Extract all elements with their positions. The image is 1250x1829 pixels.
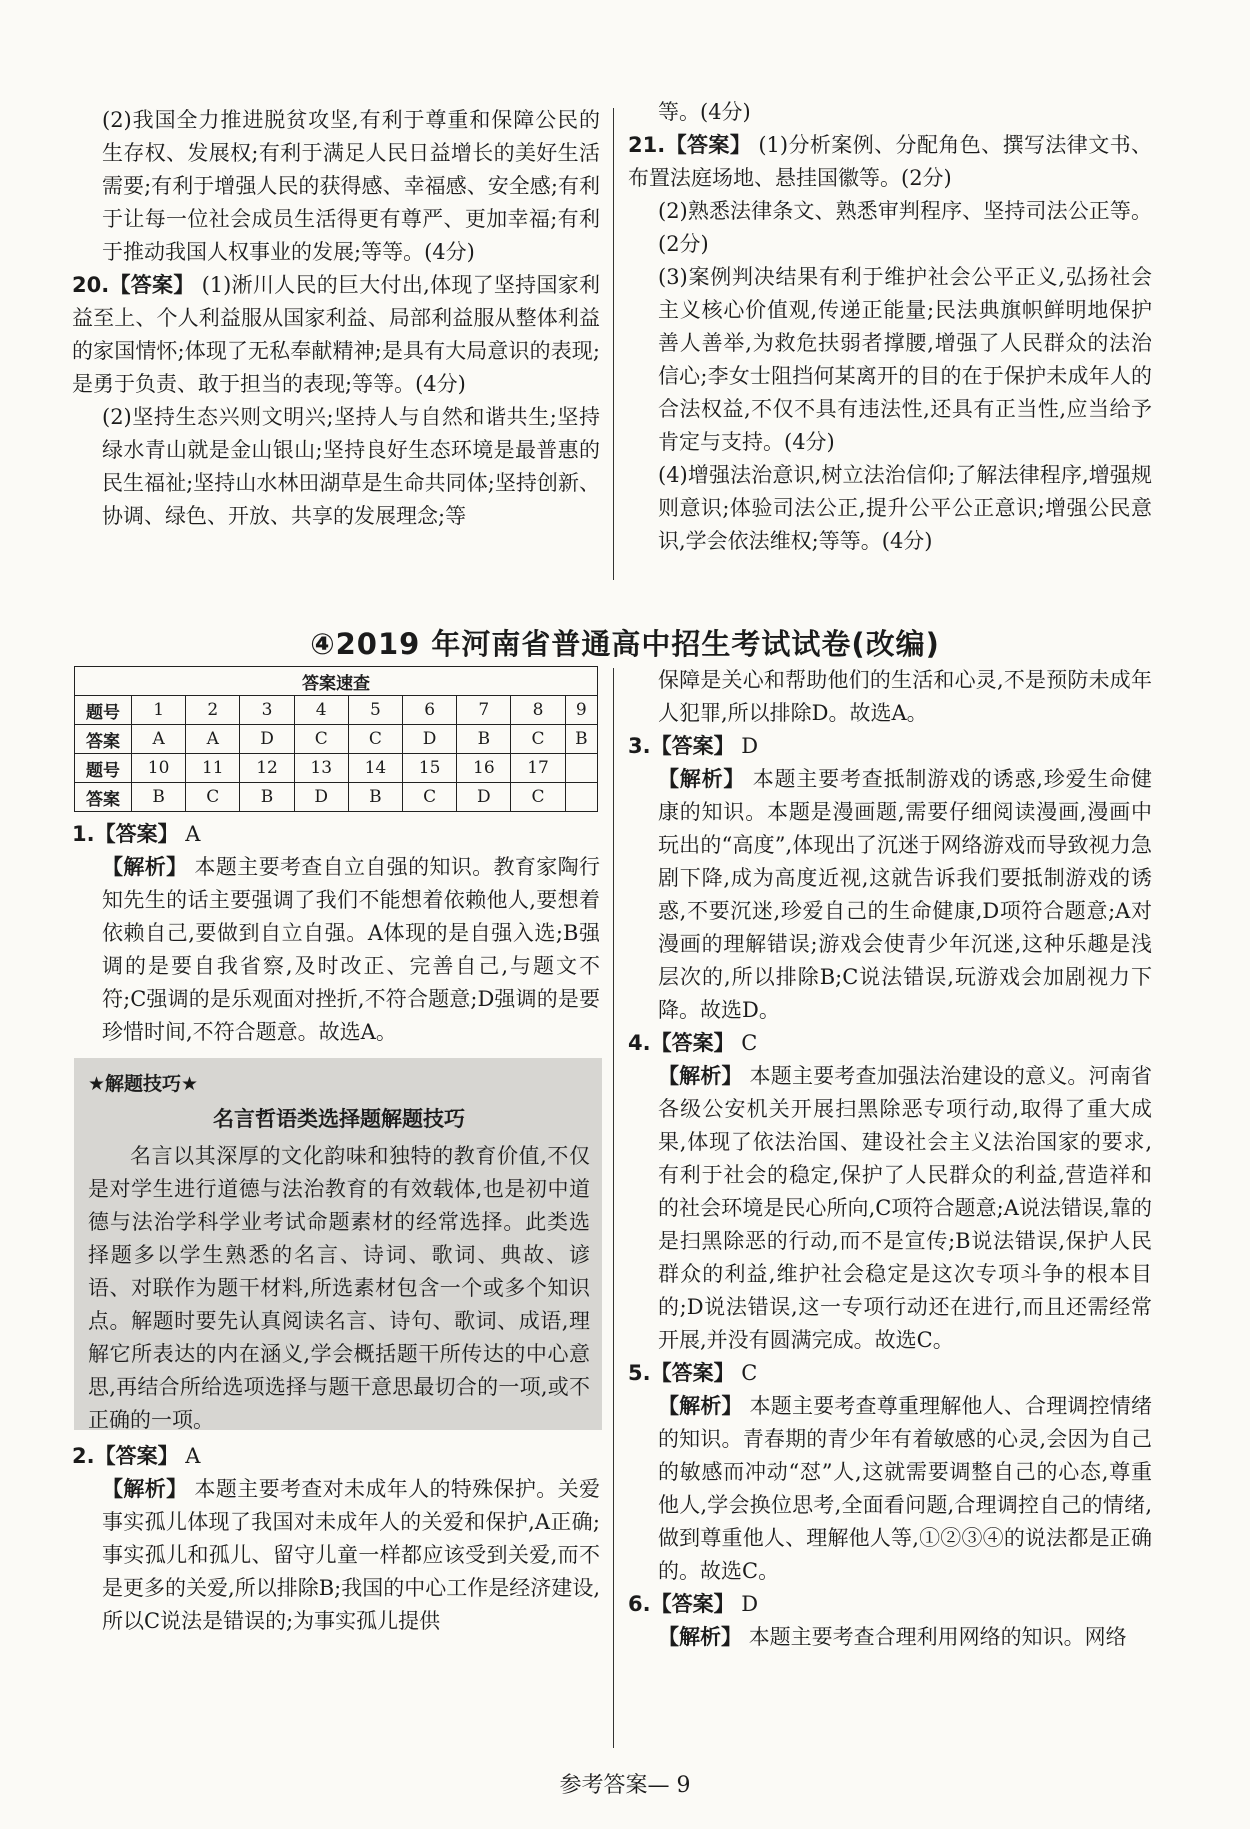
q1-answer-tag: 【答案】 (94, 822, 179, 846)
q5-answer (628, 1357, 1152, 1390)
q21-part3: (3)案例判决结果有利于维护社会公平正义,弘扬社会主义核心价值观,传递正能量;民法典旗帜鲜明地保护善人善举,为救危扶弱者撑腰,增强了人民群众的法治信心;李女士阻挡何某离开的目的在于保护未成年人的合法权益,不仅不具有违法性,还具有正当性,应当给予肯定与支持。(4分) (658, 265, 1152, 454)
table-cell: 7 (457, 696, 511, 725)
table-cell: 11 (186, 754, 240, 783)
q20-answer (72, 269, 600, 401)
q5-answer-value: C (741, 1361, 758, 1385)
q6-answer-value: D (741, 1592, 759, 1616)
q20-number: 20. (72, 273, 110, 297)
table-cell: C (511, 783, 565, 812)
table-cell: 17 (511, 754, 565, 783)
table-cell: C (511, 725, 565, 754)
table-cell: 2 (186, 696, 240, 725)
q21-number: 21. (628, 133, 666, 157)
table-cell: 8 (511, 696, 565, 725)
q20-part2: (2)坚持生态兴则文明兴;坚持人与自然和谐共生;坚持绿水青山就是金山银山;坚持良好生态环境是最普惠的民生福祉;坚持山水林田湖草是生命共同体;坚持创新、协调、绿色、开放、共享的发展理念;等 (102, 405, 600, 528)
answer-quick-check-table (74, 666, 598, 812)
q4-number: 4. (628, 1031, 651, 1055)
q3-analysis (628, 763, 1152, 1027)
q6-answer-tag: 【答案】 (650, 1592, 735, 1616)
q1-analysis-text: 本题主要考查自立自强的知识。教育家陶行知先生的话主要强调了我们不能想着依赖他人,要想着依赖自己,要做到自立自强。A体现的是自强入选;B强调的是要自我省察,及时改正、完善自己,与题文不符;C强调的是乐观面对挫折,不符合题意;D强调的是要珍惜时间,不符合题意。故选A。 (102, 855, 601, 1044)
q6-number: 6. (628, 1592, 651, 1616)
table-caption: 答案速查 (75, 667, 598, 696)
table-cell: 12 (240, 754, 294, 783)
q1-analysis (72, 851, 600, 1049)
tip-subtitle: 名言哲语类选择题解题技巧 (213, 1107, 465, 1131)
q4-analysis-text: 本题主要考查加强法治建设的意义。河南省各级公安机关开展扫黑除恶专项行动,取得了重大成果,体现了依法治国、建设社会主义法治国家的要求,有利于社会的稳定,保护了人民群众的利益,营造祥和的社会环境是民心所向,C项符合题意;A说法错误,靠的是扫黑除恶的行动,而不是宣传;B说法错误,保护人民群众的利益,维护社会稳定是这次专项斗争的根本目的;D说法错误,这一专项行动还在进行,而且还需经常开展,并没有圆满完成。故选C。 (658, 1064, 1152, 1352)
table-cell: A (186, 725, 240, 754)
table-row (75, 754, 598, 783)
table-cell: D (457, 783, 511, 812)
q1-answer-value: A (185, 822, 201, 846)
table-cell: D (294, 783, 348, 812)
table-row (75, 696, 598, 725)
q5-analysis (628, 1390, 1152, 1588)
table-cell: C (186, 783, 240, 812)
q4-analysis-tag: 【解析】 (658, 1064, 743, 1088)
table-cell: C (294, 725, 348, 754)
q5-number: 5. (628, 1361, 651, 1385)
q21-part1: (1)分析案例、分配角色、撰写法律文书、布置法庭场地、悬挂国徽等。(2分) (628, 133, 1153, 190)
q1-analysis-tag: 【解析】 (102, 855, 188, 879)
q2-answer-tag: 【答案】 (94, 1444, 179, 1468)
q4-answer (628, 1027, 1152, 1060)
table-cell: D (240, 725, 294, 754)
q20-answer-tag: 【答案】 (109, 273, 195, 297)
q3-analysis-text: 本题主要考查抵制游戏的诱惑,珍爱生命健康的知识。本题是漫画题,需要仔细阅读漫画,漫画中玩出的“高度”,体现出了沉迷于网络游戏而导致视力急剧下降,成为高度近视,这就告诉我们要抵制游戏的诱惑,不要沉迷,珍爱自己的生命健康,D项符合题意;A对漫画的理解错误;游戏会使青少年沉迷,这种乐趣是浅层次的,所以排除B;C说法错误,玩游戏会加剧视力下降。故选D。 (658, 767, 1152, 1022)
table-cell: B (240, 783, 294, 812)
table-cell (565, 754, 597, 783)
q21-answer (628, 129, 1152, 195)
table-cell: A (132, 725, 186, 754)
left-column-q1 (72, 818, 600, 1049)
table-cell: B (132, 783, 186, 812)
page-footer: 参考答案— 9 (559, 1773, 691, 1798)
table-cell: 16 (457, 754, 511, 783)
table-cell: 6 (403, 696, 457, 725)
table-cell: 14 (348, 754, 402, 783)
table-cell: B (457, 725, 511, 754)
q2-analysis (72, 1473, 600, 1638)
table-cell: 13 (294, 754, 348, 783)
q2-continuation: 保障是关心和帮助他们的生活和心灵,不是预防未成年人犯罪,所以排除D。故选A。 (658, 668, 1152, 725)
q1-answer (72, 818, 600, 851)
table-cell: 9 (565, 696, 597, 725)
table-cell: B (348, 783, 402, 812)
right-column-top (628, 96, 1152, 558)
q2-answer (72, 1440, 600, 1473)
tip-box (74, 1058, 602, 1430)
q3-number: 3. (628, 734, 651, 758)
q20-part1: (1)淅川人民的巨大付出,体现了坚持国家利益至上、个人利益服从国家利益、局部利益服从整体利益的家国情怀;体现了无私奉献精神;是具有大局意识的表现;是勇于负责、敢于担当的表现;等等。(4分) (72, 273, 601, 396)
table-cell: 10 (132, 754, 186, 783)
right-column-bottom (628, 664, 1152, 1654)
q5-answer-tag: 【答案】 (650, 1361, 735, 1385)
q6-analysis (628, 1621, 1152, 1654)
table-cell: B (565, 725, 597, 754)
q3-answer-tag: 【答案】 (650, 734, 735, 758)
q2-analysis-text: 本题主要考查对未成年人的特殊保护。关爱事实孤儿体现了我国对未成年人的关爱和保护,A正确;事实孤儿和孤儿、留守儿童一样都应该受到关爱,而不是更多的关爱,所以排除B;我国的中心工作是经济建设,所以C说法是错误的;为事实孤儿提供 (102, 1477, 601, 1633)
table-cell: 15 (403, 754, 457, 783)
table-cell: 1 (132, 696, 186, 725)
q6-analysis-text: 本题主要考查合理利用网络的知识。网络 (748, 1625, 1127, 1649)
q20-continuation: 等。(4分) (658, 100, 751, 124)
tip-label: ★解题技巧★ (88, 1073, 199, 1095)
table-row (75, 725, 598, 754)
q21-part2: (2)熟悉法律条文、熟悉审判程序、坚持司法公正等。(2分) (658, 199, 1152, 256)
left-column-q2 (72, 1440, 600, 1638)
q3-answer-value: D (741, 734, 759, 758)
table-cell: 3 (240, 696, 294, 725)
section-title: ④2019 年河南省普通高中招生考试试卷(改编) (310, 627, 940, 661)
table-cell (565, 783, 597, 812)
row-label-answer: 答案 (75, 783, 132, 812)
q4-analysis (628, 1060, 1152, 1357)
q4-answer-tag: 【答案】 (650, 1031, 735, 1055)
column-divider-bottom (613, 668, 614, 1748)
table-row (75, 783, 598, 812)
column-divider-top (613, 108, 614, 580)
table-cell: 4 (294, 696, 348, 725)
tip-body: 名言以其深厚的文化韵味和独特的教育价值,不仅是对学生进行道德与法治教育的有效载体,也是初中道德与法治学科学业考试命题素材的经常选择。此类选择题多以学生熟悉的名言、诗词、歌词、典故、谚语、对联作为题干材料,所选素材包含一个或多个知识点。解题时要先认真阅读名言、诗句、歌词、成语,理解它所表达的内在涵义,学会概括题干所传达的中心意思,再结合所给选项选择与题干意思最切合的一项,或不正确的一项。 (88, 1144, 590, 1432)
table-cell: D (403, 725, 457, 754)
table-cell: 5 (348, 696, 402, 725)
row-label-question: 题号 (75, 696, 132, 725)
q5-analysis-text: 本题主要考查尊重理解他人、合理调控情绪的知识。青春期的青少年有着敏感的心灵,会因为自己的敏感而冲动“怼”人,这就需要调整自己的心态,尊重他人,学会换位思考,全面看问题,合理调控自己的情绪,做到尊重他人、理解他人等,①②③④的说法都是正确的。故选C。 (658, 1394, 1152, 1583)
q2-analysis-tag: 【解析】 (102, 1477, 188, 1501)
q3-analysis-tag: 【解析】 (658, 767, 746, 791)
q21-answer-tag: 【答案】 (665, 133, 752, 157)
q19-part2: (2)我国全力推进脱贫攻坚,有利于尊重和保障公民的生存权、发展权;有利于满足人民日益增长的美好生活需要;有利于增强人民的获得感、幸福感、安全感;有利于让每一位社会成员生活得更有尊严、更加幸福;有利于推动我国人权事业的发展;等等。(4分) (102, 108, 600, 264)
row-label-question: 题号 (75, 754, 132, 783)
table-cell: C (348, 725, 402, 754)
q4-answer-value: C (741, 1031, 758, 1055)
q3-answer (628, 730, 1152, 763)
table-cell: C (403, 783, 457, 812)
q6-analysis-tag: 【解析】 (658, 1625, 742, 1649)
q5-analysis-tag: 【解析】 (658, 1394, 743, 1418)
row-label-answer: 答案 (75, 725, 132, 754)
q1-number: 1. (72, 822, 95, 846)
q2-number: 2. (72, 1444, 95, 1468)
q2-answer-value: A (185, 1444, 201, 1468)
q21-part4: (4)增强法治意识,树立法治信仰;了解法律程序,增强规则意识;体验司法公正,提升公平公正意识;增强公民意识,学会依法维权;等等。(4分) (658, 463, 1152, 553)
q6-answer (628, 1588, 1152, 1621)
left-column-top (72, 104, 600, 533)
